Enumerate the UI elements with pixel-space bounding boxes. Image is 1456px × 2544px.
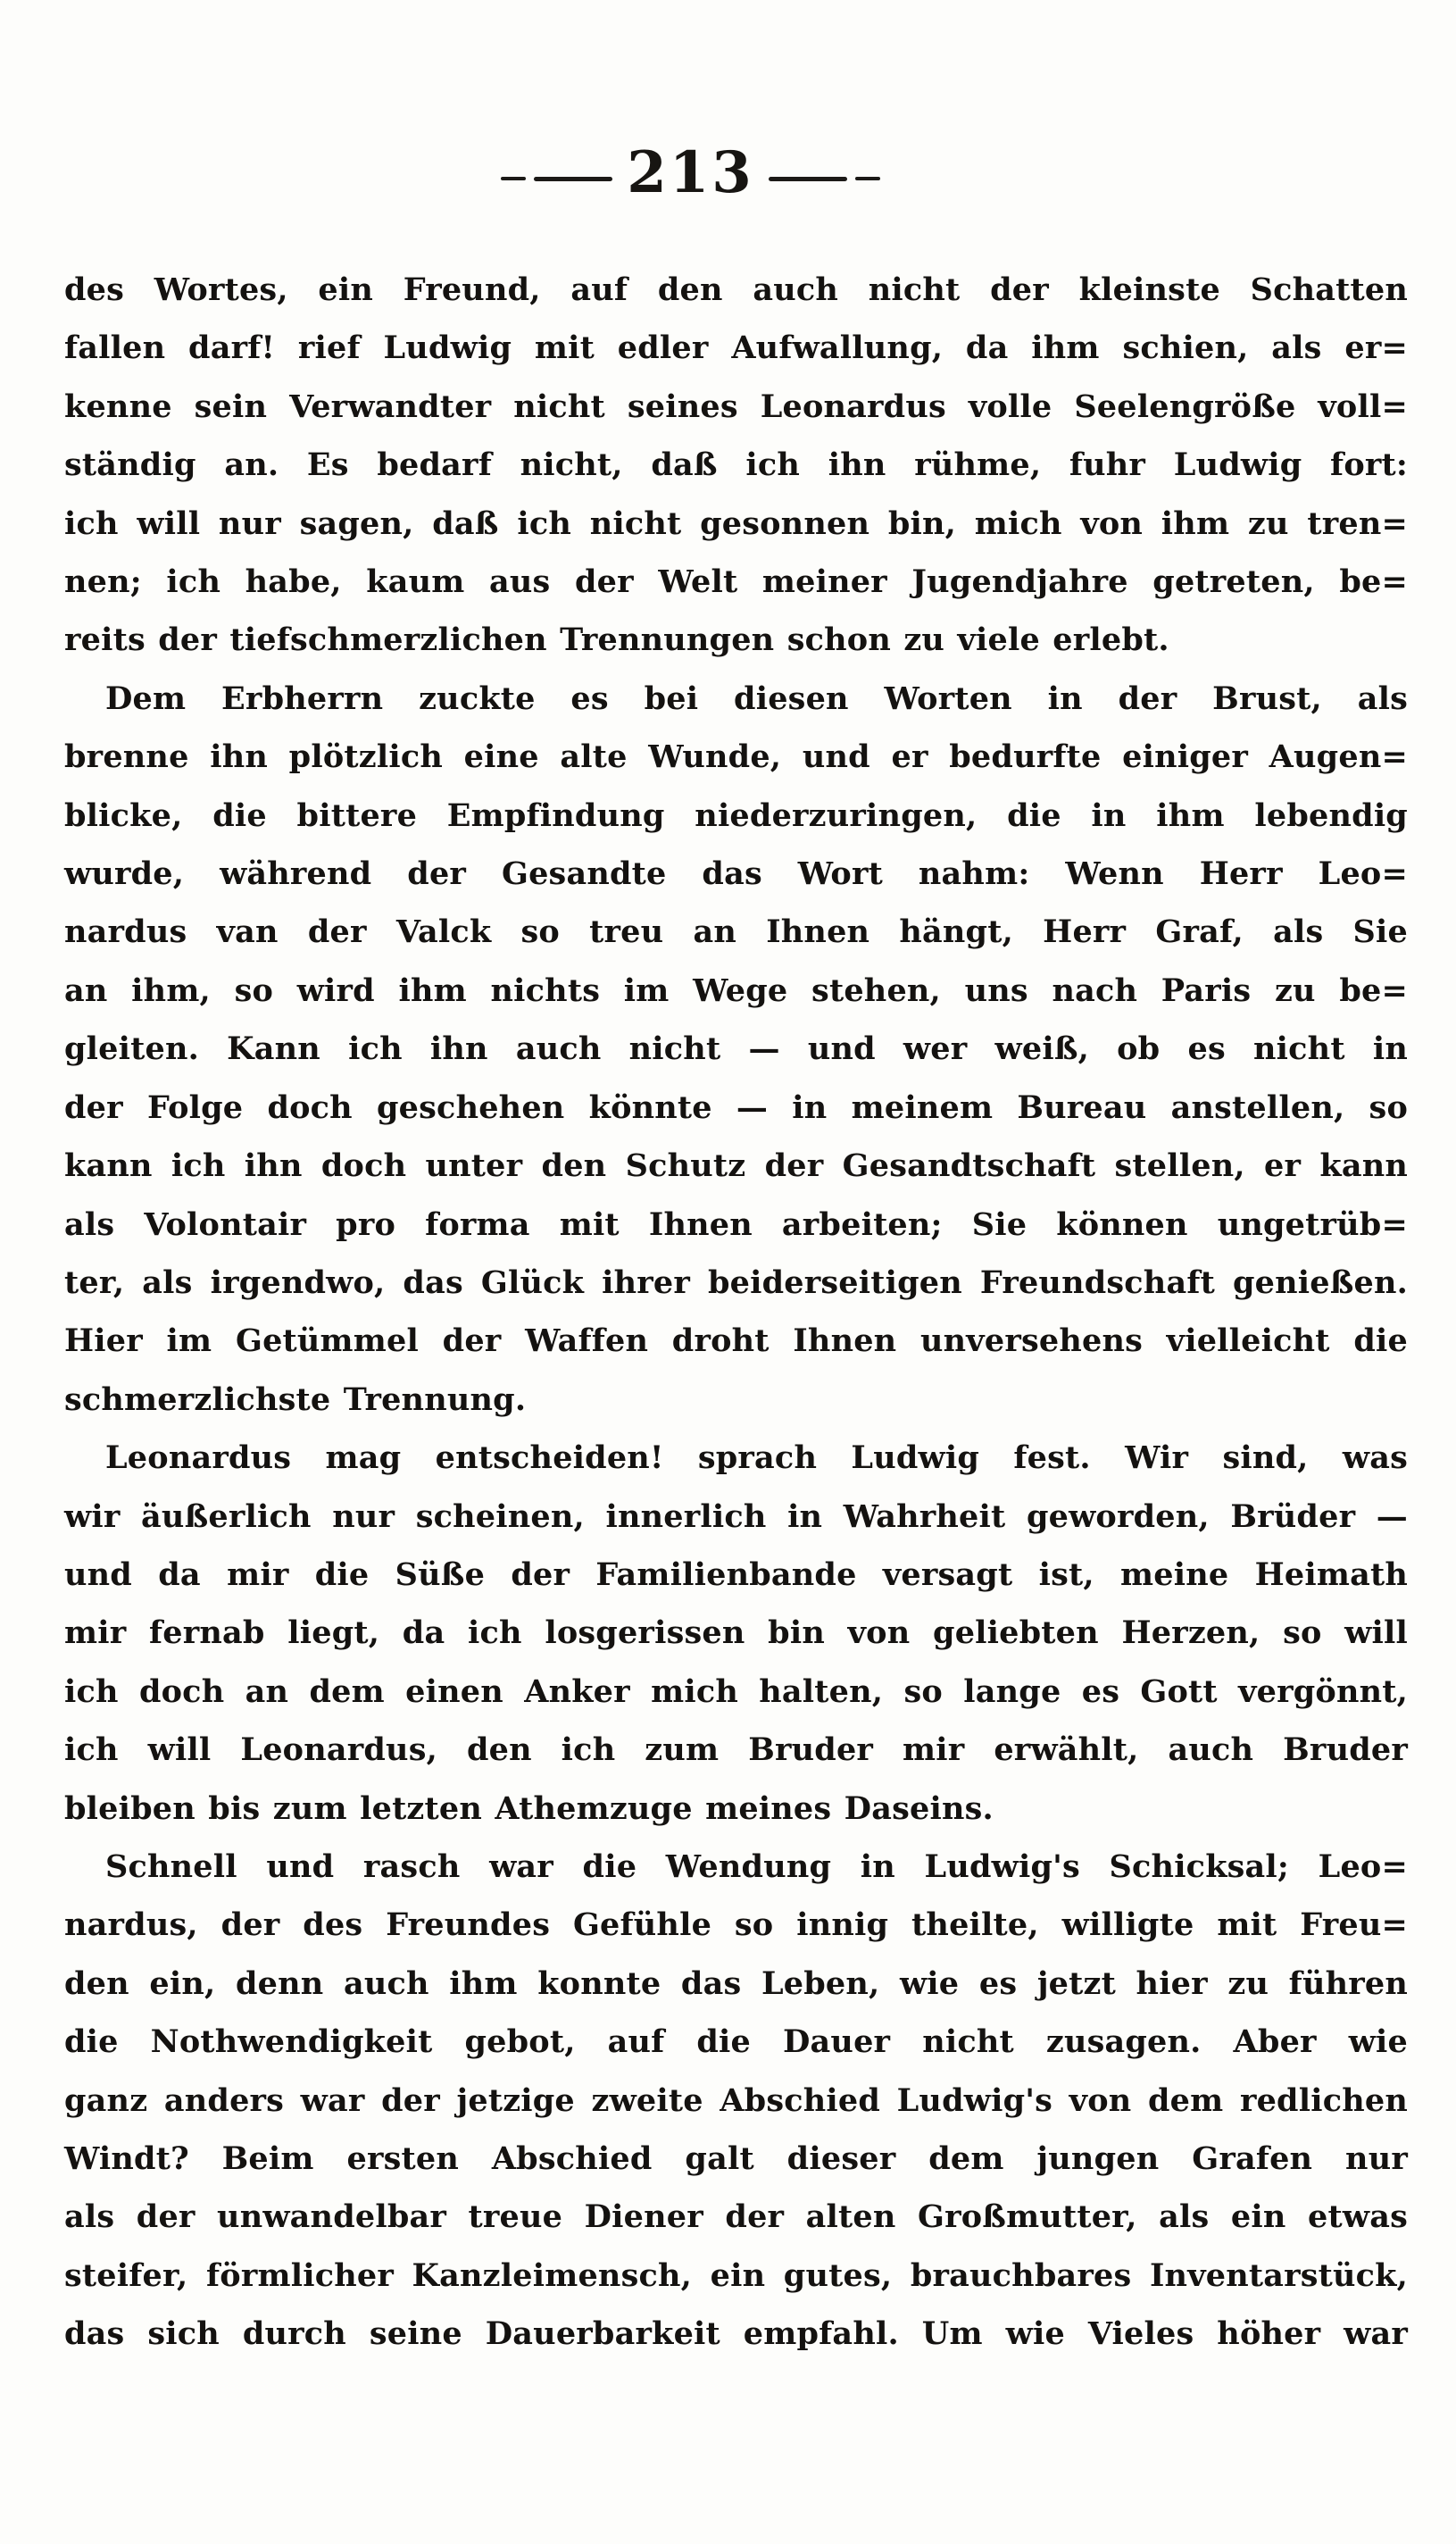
header-dash-icon (769, 177, 847, 181)
header-dash-icon (855, 177, 880, 180)
text-line: blicke, die bittere Empfindung niederzuringen, die in ihm lebendig (64, 797, 1408, 834)
text-line: der Folge doch geschehen könnte — in meinem Bureau anstellen, so (64, 1088, 1408, 1126)
text-line: kann ich ihn doch unter den Schutz der Gesandtschaft stellen, er kann (64, 1147, 1408, 1185)
paragraph (64, 261, 1408, 670)
text-line: Windt? Beim ersten Abschied galt dieser dem jungen Grafen nur (64, 2140, 1408, 2177)
text-line: Leonardus mag entscheiden! sprach Ludwig fest. Wir sind, was (105, 1439, 1408, 1477)
text-line: Schnell und rasch war die Wendung in Ludwig's Schicksal; Leo= (105, 1848, 1408, 1885)
text-line: ich will Leonardus, den ich zum Bruder mir erwählt, auch Bruder (64, 1731, 1408, 1769)
header-dash-icon (534, 177, 612, 181)
paragraph (64, 1838, 1408, 2364)
page-header (0, 139, 1419, 206)
text-line: ich doch an dem einen Anker mich halten, so lange es Gott vergönnt, (64, 1672, 1408, 1710)
text-line: an ihm, so wird ihm nichts im Wege stehen, uns nach Paris zu be= (64, 972, 1408, 1009)
text-line: das sich durch seine Dauerbarkeit empfahl. Um wie Vieles höher war (64, 2315, 1408, 2353)
text-line: nen; ich habe, kaum aus der Welt meiner Jugendjahre getreten, be= (64, 563, 1408, 601)
text-line: wurde, während der Gesandte das Wort nahm: Wenn Herr Leo= (64, 855, 1408, 893)
text-line: den ein, denn auch ihm konnte das Leben, wie es jetzt hier zu führen (64, 1964, 1408, 2002)
paragraph (64, 670, 1408, 1429)
text-line: und da mir die Süße der Familienbande versagt ist, meine Heimath (64, 1556, 1408, 1593)
text-line: brenne ihn plötzlich eine alte Wunde, und er bedurfte einiger Augen= (64, 738, 1408, 776)
text-line: als Volontair pro forma mit Ihnen arbeiten; Sie können ungetrüb= (64, 1205, 1408, 1243)
header-rule-right (769, 177, 880, 181)
text-line: reits der tiefschmerzlichen Trennungen schon zu viele erlebt. (64, 621, 1169, 659)
paragraph (64, 1429, 1408, 1838)
text-line: mir fernab liegt, da ich losgerissen bin von geliebten Herzen, so will (64, 1614, 1408, 1652)
text-line: Dem Erbherrn zuckte es bei diesen Worten in der Brust, als (105, 680, 1408, 717)
text-line: steifer, förmlicher Kanzleimensch, ein gutes, brauchbares Inventarstück, (64, 2256, 1408, 2294)
text-block (64, 261, 1408, 2364)
text-line: als der unwandelbar treue Diener der alten Großmutter, als ein etwas (64, 2198, 1408, 2236)
text-line: des Wortes, ein Freund, auf den auch nicht der kleinste Schatten (64, 271, 1408, 308)
header-rule-left (501, 177, 612, 181)
text-line: wir äußerlich nur scheinen, innerlich in Wahrheit geworden, Brüder — (64, 1497, 1408, 1535)
page-number: 213 (627, 139, 754, 206)
text-line: gleiten. Kann ich ihn auch nicht — und wer weiß, ob es nicht in (64, 1030, 1408, 1068)
text-line: schmerzlichste Trennung. (64, 1380, 527, 1418)
text-line: nardus van der Valck so treu an Ihnen hängt, Herr Graf, als Sie (64, 913, 1408, 951)
text-line: ständig an. Es bedarf nicht, daß ich ihn rühme, fuhr Ludwig fort: (64, 446, 1408, 484)
text-line: nardus, der des Freundes Gefühle so innig theilte, willigte mit Freu= (64, 1906, 1408, 1944)
text-line: Hier im Getümmel der Waffen droht Ihnen unversehens vielleicht die (64, 1322, 1408, 1360)
text-line: ganz anders war der jetzige zweite Abschied Ludwig's von dem redlichen (64, 2081, 1408, 2119)
text-line: ich will nur sagen, daß ich nicht gesonnen bin, mich von ihm zu tren= (64, 505, 1408, 542)
header-dash-icon (501, 177, 526, 180)
text-line: bleiben bis zum letzten Athemzuge meines Daseins. (64, 1789, 994, 1827)
text-line: kenne sein Verwandter nicht seines Leonardus volle Seelengröße voll= (64, 388, 1408, 425)
text-line: fallen darf! rief Ludwig mit edler Aufwallung, da ihm schien, als er= (64, 329, 1408, 367)
text-line: die Nothwendigkeit gebot, auf die Dauer nicht zusagen. Aber wie (64, 2023, 1408, 2061)
text-line: ter, als irgendwo, das Glück ihrer beiderseitigen Freundschaft genießen. (64, 1264, 1408, 1301)
